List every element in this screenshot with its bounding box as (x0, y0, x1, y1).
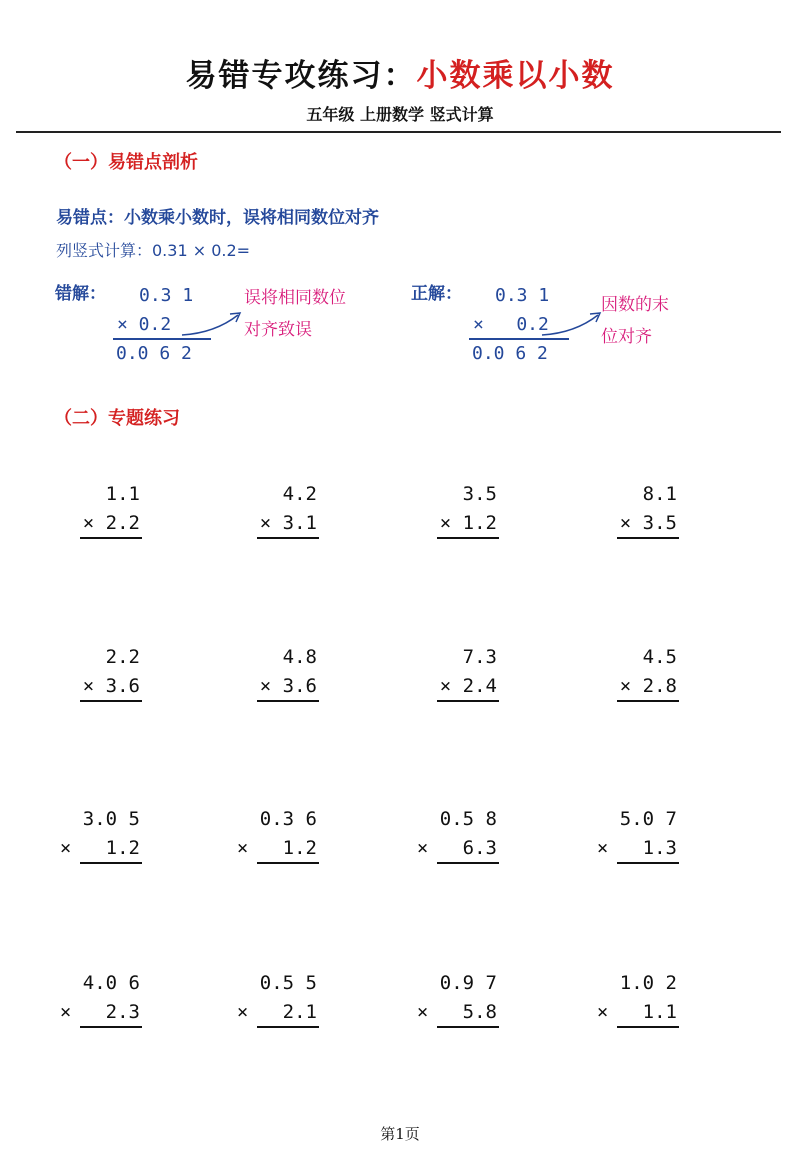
right-arrow-icon (540, 305, 610, 340)
problem-answer-line (257, 862, 319, 864)
problem-multiplier: × 1.2 (439, 512, 497, 534)
problem-multiplicand: 3.5 (462, 483, 497, 505)
wrong-arrow-icon (180, 305, 250, 340)
title-red: 小数乘以小数 (416, 58, 615, 94)
problem-multiplier: × 1.3 (596, 837, 677, 859)
problem-multiplier: × 6.3 (416, 837, 497, 859)
wrong-note-line1: 误将相同数位 (244, 288, 346, 308)
section1-heading: （一）易错点剖析 (54, 152, 198, 173)
problem-multiplicand: 4.0 6 (82, 972, 140, 994)
problem-multiplicand: 8.1 (642, 483, 677, 505)
problem-multiplicand: 2.2 (105, 646, 140, 668)
right-line2: × 0.2 (473, 314, 549, 335)
wrong-note-line2: 对齐致误 (244, 320, 312, 340)
problem-multiplicand: 4.2 (282, 483, 317, 505)
problem-multiplicand: 1.1 (105, 483, 140, 505)
title-black: 易错专攻练习： (185, 58, 417, 94)
problem-multiplier: × 3.6 (259, 675, 317, 697)
right-note-line2: 位对齐 (601, 327, 652, 347)
problem-multiplier: × 5.8 (416, 1001, 497, 1023)
problem-multiplier: × 3.6 (82, 675, 140, 697)
problem-answer-line (80, 1026, 142, 1028)
problem-multiplier: × 2.4 (439, 675, 497, 697)
right-line1: 0.3 1 (495, 285, 550, 306)
problem-multiplier: × 2.2 (82, 512, 140, 534)
problem-multiplicand: 5.0 7 (619, 808, 677, 830)
problem-multiplier: × 2.1 (236, 1001, 317, 1023)
wrong-line2: × 0.2 (117, 314, 172, 335)
error-point: 易错点：小数乘小数时，误将相同数位对齐 (56, 208, 379, 228)
problem-multiplicand: 7.3 (462, 646, 497, 668)
problem-multiplicand: 0.9 7 (439, 972, 497, 994)
right-label: 正解： (411, 284, 462, 304)
problem-answer-line (437, 862, 499, 864)
problem-answer-line (617, 537, 679, 539)
problem-answer-line (617, 1026, 679, 1028)
problem-answer-line (617, 700, 679, 702)
wrong-line1: 0.3 1 (139, 285, 194, 306)
problem-answer-line (80, 862, 142, 864)
problem-answer-line (437, 700, 499, 702)
problem-answer-line (257, 700, 319, 702)
problem-multiplier: × 1.1 (596, 1001, 677, 1023)
problem-answer-line (437, 1026, 499, 1028)
problem-answer-line (617, 862, 679, 864)
problem-multiplicand: 4.8 (282, 646, 317, 668)
right-result: 0.0 6 2 (472, 343, 548, 364)
header-divider (16, 131, 781, 133)
wrong-label: 错解： (55, 284, 106, 304)
page-subtitle: 五年级 上册数学 竖式计算 (306, 105, 494, 124)
problem-multiplicand: 0.5 5 (259, 972, 317, 994)
problem-multiplier: × 2.3 (59, 1001, 140, 1023)
calc-prompt: 列竖式计算：0.31 × 0.2= (56, 241, 251, 260)
problem-multiplier: × 2.8 (619, 675, 677, 697)
problem-multiplicand: 4.5 (642, 646, 677, 668)
problem-multiplier: × 3.1 (259, 512, 317, 534)
problem-multiplicand: 3.0 5 (82, 808, 140, 830)
page-title (0, 50, 800, 95)
problem-multiplier: × 1.2 (59, 837, 140, 859)
section2-heading: （二）专题练习 (54, 408, 180, 429)
right-note-line1: 因数的末 (601, 295, 669, 315)
wrong-result: 0.0 6 2 (116, 343, 192, 364)
problem-multiplicand: 0.5 8 (439, 808, 497, 830)
problem-multiplier: × 3.5 (619, 512, 677, 534)
problem-answer-line (257, 537, 319, 539)
problem-multiplicand: 0.3 6 (259, 808, 317, 830)
problem-multiplier: × 1.2 (236, 837, 317, 859)
problem-answer-line (257, 1026, 319, 1028)
page-number: 第1页 (380, 1125, 420, 1143)
problem-answer-line (80, 700, 142, 702)
problem-multiplicand: 1.0 2 (619, 972, 677, 994)
problem-answer-line (80, 537, 142, 539)
problem-answer-line (437, 537, 499, 539)
